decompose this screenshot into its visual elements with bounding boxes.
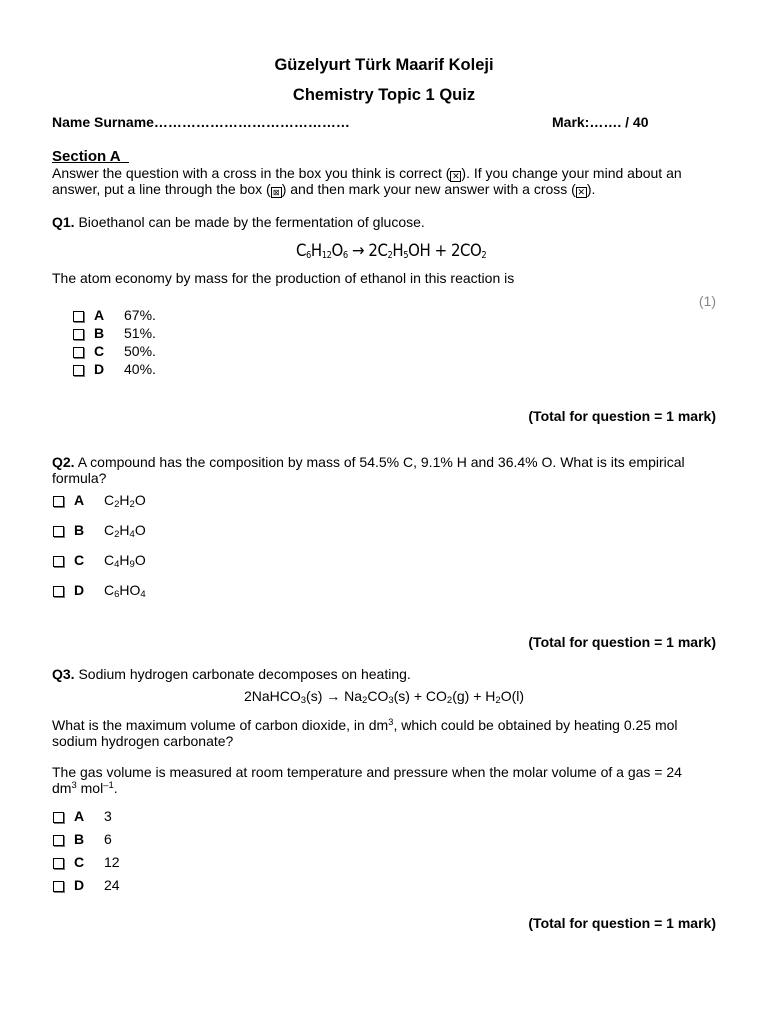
q2-total: (Total for question = 1 mark) [528, 634, 716, 650]
q1-option-a-checkbox[interactable] [73, 311, 84, 322]
q1-text: Q1. Bioethanol can be made by the fermentation of glucose. [52, 214, 425, 230]
q2-option-d-formula: $C_6HO_4$ [104, 582, 146, 600]
q1-option-d-letter: D [94, 361, 105, 377]
section-title: Section A [52, 148, 121, 165]
q3-gas-line-2: $dm^3$ mol$^{-1}$. [52, 780, 118, 796]
q1-total: (Total for question = 1 mark) [528, 408, 716, 424]
q2-option-a-letter: A [74, 492, 85, 508]
q1-option-d-value: 40%. [124, 361, 156, 377]
q2-option-b-formula: $C_2H_4O$ [104, 522, 146, 540]
q2-text-line-1: Q2. A compound has the composition by mass of 54.5% C, 9.1% H and 36.4% O. What is its empirical [52, 454, 685, 470]
struck-box-icon: ⊠ [271, 187, 282, 198]
q1-question: The atom economy by mass for the production of ethanol in this reaction is [52, 270, 515, 286]
mark-field: Mark:……. / 40 [552, 114, 649, 130]
instructions-line-1: Answer the question with a cross in the box you think is correct ( ✕ ). If you change your mind about an [52, 165, 682, 181]
q1-option-c-letter: C [94, 343, 105, 359]
q2-option-c-formula: $C_4H_9O$ [104, 552, 146, 570]
q3-option-c-value: 12 [104, 854, 120, 870]
q1-option-b-checkbox[interactable] [73, 329, 84, 340]
q2-option-d-checkbox[interactable] [53, 586, 64, 597]
q2-option-b-letter: B [74, 522, 85, 538]
crossed-box-icon: ✕ [577, 187, 586, 197]
name-surname-field[interactable]: Name Surname…………………………………… [52, 114, 350, 130]
q2-option-d-letter: D [74, 582, 85, 598]
q3-option-a-value: 3 [104, 808, 112, 824]
q3-option-b-letter: B [74, 831, 85, 847]
q2-text-line-2: formula? [52, 470, 107, 486]
q1-marks: (1) [698, 293, 716, 309]
instructions-line-2: answer, put a line through the box ( ⊠ ) and then mark your new answer with a cross ( ✕ ). [52, 181, 596, 197]
quiz-title: Chemistry Topic 1 Quiz [292, 86, 476, 104]
q1-option-d-checkbox[interactable] [73, 365, 84, 376]
q3-total: (Total for question = 1 mark) [528, 915, 716, 931]
q2-option-c-checkbox[interactable] [53, 556, 64, 567]
q3-equation: 2NaHCO$_3$(s) → $Na_2CO_3(s) + CO_2(g) + H_2O(l)$ [243, 688, 525, 706]
q2-option-c-letter: C [74, 552, 85, 568]
q3-question-line-1: What is the maximum volume of carbon dioxide, in $dm^3$, which could be obtained by heating 0.25 mol [52, 717, 678, 733]
q1-equation: $C_6H_{12}O_6 \to 2C_2H_5OH + 2CO_2$ [296, 241, 487, 261]
q2-option-b-checkbox[interactable] [53, 526, 64, 537]
q1-option-a-value: 67%. [124, 307, 156, 323]
q1-option-b-letter: B [94, 325, 105, 341]
q1-option-b-value: 51%. [124, 325, 156, 341]
q3-text: Q3. Sodium hydrogen carbonate decomposes on heating. [52, 666, 411, 682]
q3-option-d-value: 24 [104, 877, 120, 893]
q3-option-a-checkbox[interactable] [53, 812, 64, 823]
q3-option-b-checkbox[interactable] [53, 835, 64, 846]
q1-option-c-value: 50%. [124, 343, 156, 359]
q3-option-d-checkbox[interactable] [53, 881, 64, 892]
q2-option-a-formula: $C_2H_2O$ [104, 492, 146, 510]
q3-option-b-value: 6 [104, 831, 112, 847]
crossed-box-icon: ✕ [452, 171, 460, 181]
q3-gas-line-1: The gas volume is measured at room temperature and pressure when the molar volume of a gas = 24 [52, 764, 682, 780]
school-name: Güzelyurt Türk Maarif Koleji [274, 56, 494, 74]
q3-option-a-letter: A [74, 808, 85, 824]
q3-option-c-checkbox[interactable] [53, 858, 64, 869]
q1-option-a-letter: A [94, 307, 105, 323]
q1-option-c-checkbox[interactable] [73, 347, 84, 358]
q2-option-a-checkbox[interactable] [53, 496, 64, 507]
q3-option-c-letter: C [74, 854, 85, 870]
q3-option-d-letter: D [74, 877, 85, 893]
q3-question-line-2: sodium hydrogen carbonate? [52, 733, 234, 749]
